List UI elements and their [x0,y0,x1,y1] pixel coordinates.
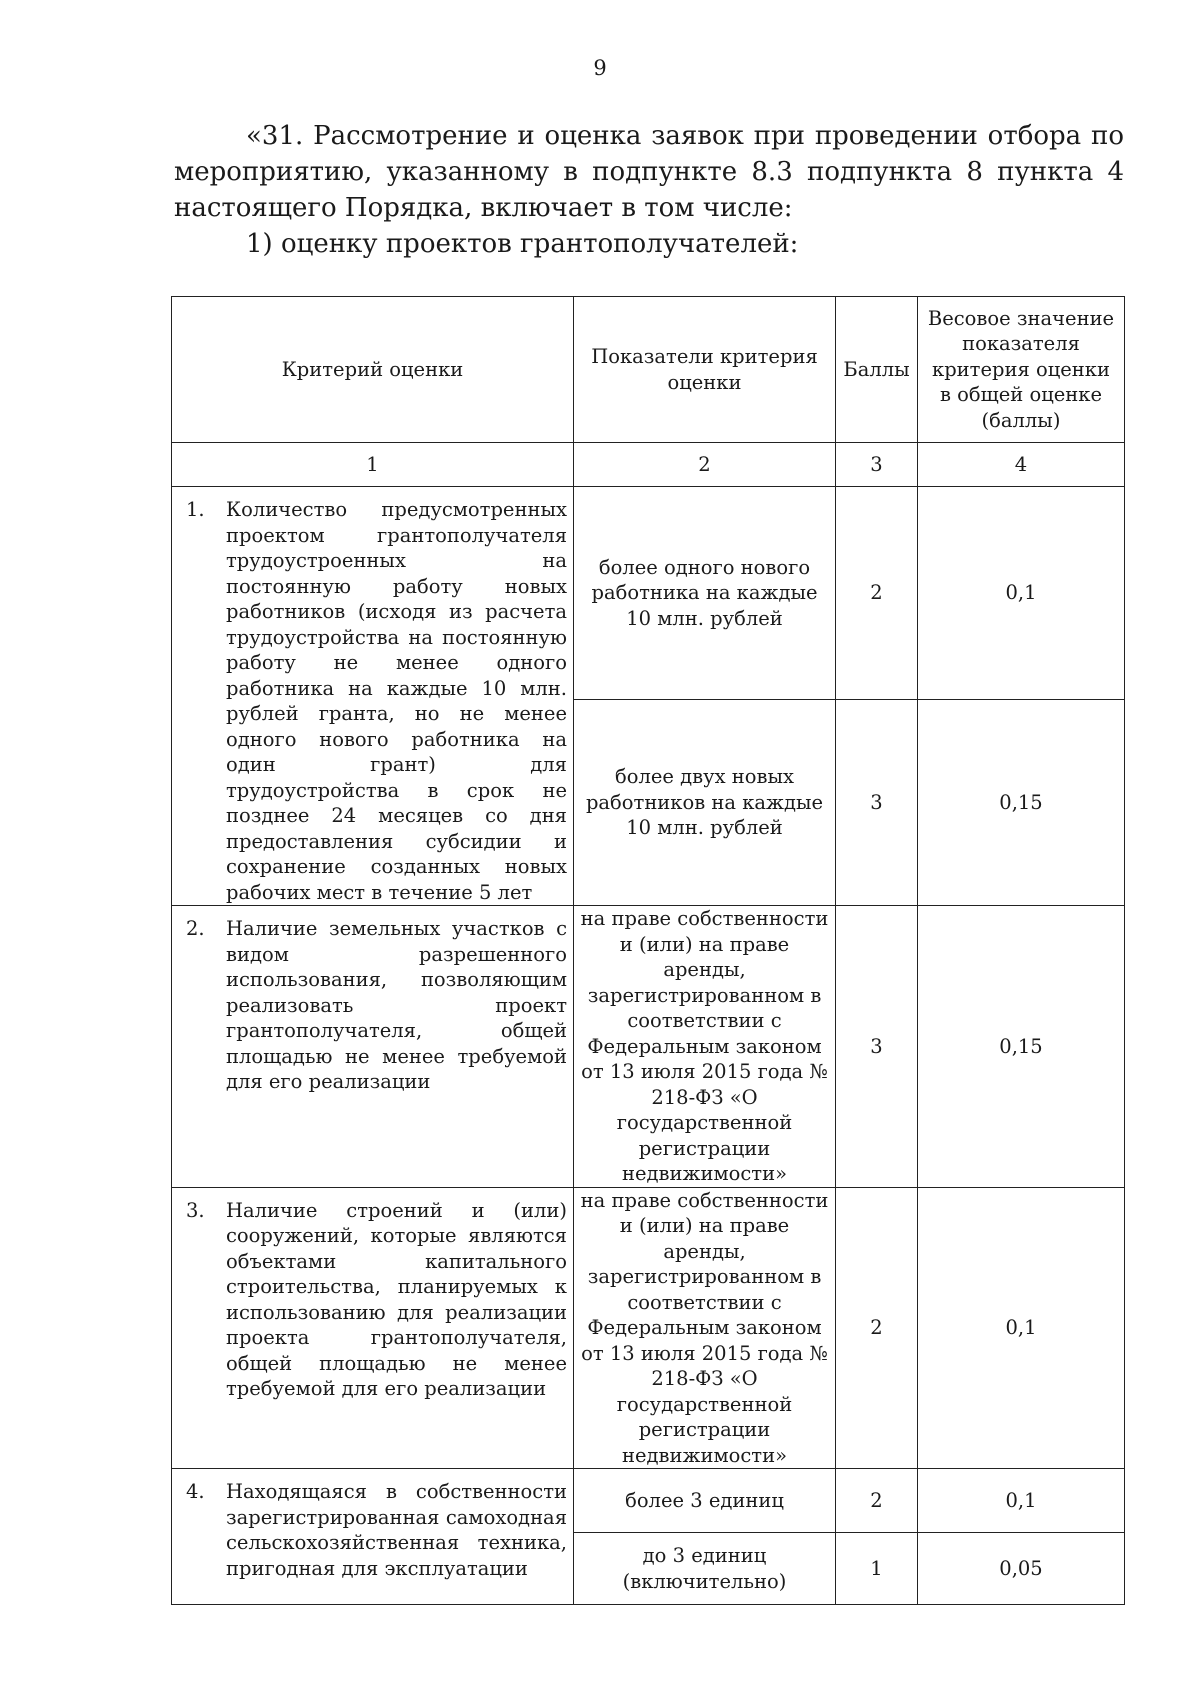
criterion-cell [172,906,574,1188]
intro-subitem: 1) оценку проектов грантополучателей: [246,229,799,259]
indicator-cell: более двух новых работников на каждые 10 млн. рублей [574,700,836,906]
indicator-cell: до 3 единиц (включительно) [574,1533,836,1605]
criterion-number: 3. [186,1198,205,1222]
criterion-text: Количество предусмотренных проектом грантополучателя трудоустроенных на постоянную работу новых работников (исходя из расчета трудоустройства на постоянную работу не менее одного работника на каждые 10 млн. рублей гранта, но не менее одного нового работника на один грант) для трудоустройства в срок не позднее 24 месяцев со дня предоставления субсидии и сохранение созданных новых рабочих мест в течение 5 лет [226,498,567,904]
weight-cell: 0,05 [918,1533,1125,1605]
column-number-2: 2 [574,443,836,487]
column-number-3: 3 [836,443,918,487]
header-criterion: Критерий оценки [172,297,574,443]
indicator-cell: на праве собственности и (или) на праве аренды, зарегистрированном в соответствии с Федеральным законом от 13 июля 2015 года № 218-ФЗ «О государственной регистрации недвижимости» [574,1187,836,1469]
criterion-text: Наличие земельных участков с видом разрешенного использования, позволяющим реализовать проект грантополучателя, общей площадью не менее требуемой для его реализации [226,917,567,1093]
points-cell: 3 [836,906,918,1188]
weight-cell: 0,1 [918,487,1125,700]
indicator-cell: более 3 единиц [574,1469,836,1533]
indicator-cell: на праве собственности и (или) на праве аренды, зарегистрированном в соответствии с Федеральным законом от 13 июля 2015 года № 218-ФЗ «О государственной регистрации недвижимости» [574,906,836,1188]
criterion-text: Находящаяся в собственности зарегистрированная самоходная сельскохозяйственная техника, пригодная для эксплуатации [226,1480,567,1580]
criterion-number: 4. [186,1480,205,1503]
table-row [172,487,1125,700]
points-cell: 1 [836,1533,918,1605]
weight-cell: 0,1 [918,1469,1125,1533]
criterion-cell [172,487,574,906]
points-cell: 2 [836,487,918,700]
weight-cell: 0,15 [918,700,1125,906]
header-row [172,297,1125,443]
weight-cell: 0,1 [918,1187,1125,1469]
points-cell: 3 [836,700,918,906]
intro-paragraph: «31. Рассмотрение и оценка заявок при проведении отбора по мероприятию, указанному в подпункте 8.3 подпункта 8 пункта 4 настоящего Порядка, включает в том числе: [174,121,1124,223]
header-points: Баллы [836,297,918,443]
weight-cell: 0,15 [918,906,1125,1188]
header-indicator: Показатели критерия оценки [574,297,836,443]
column-number-row [172,443,1125,487]
points-cell: 2 [836,1187,918,1469]
page-number: 9 [593,56,607,80]
criteria-table [171,296,1125,1605]
points-cell: 2 [836,1469,918,1533]
column-number-4: 4 [918,443,1125,487]
criterion-cell [172,1187,574,1469]
table-row [172,1187,1125,1469]
criterion-number: 1. [186,498,205,521]
criterion-number: 2. [186,917,205,940]
table-row [172,1469,1125,1533]
criterion-text: Наличие строений и (или) сооружений, которые являются объектами капитального строительства, планируемых к использованию для реализации проекта грантополучателя, общей площадью не менее требуемой для его реализации [226,1198,567,1400]
criterion-cell [172,1469,574,1605]
table-row [172,906,1125,1188]
header-weight: Весовое значение показателя критерия оценки в общей оценке (баллы) [918,297,1125,443]
indicator-cell: более одного нового работника на каждые 10 млн. рублей [574,487,836,700]
column-number-1: 1 [172,443,574,487]
